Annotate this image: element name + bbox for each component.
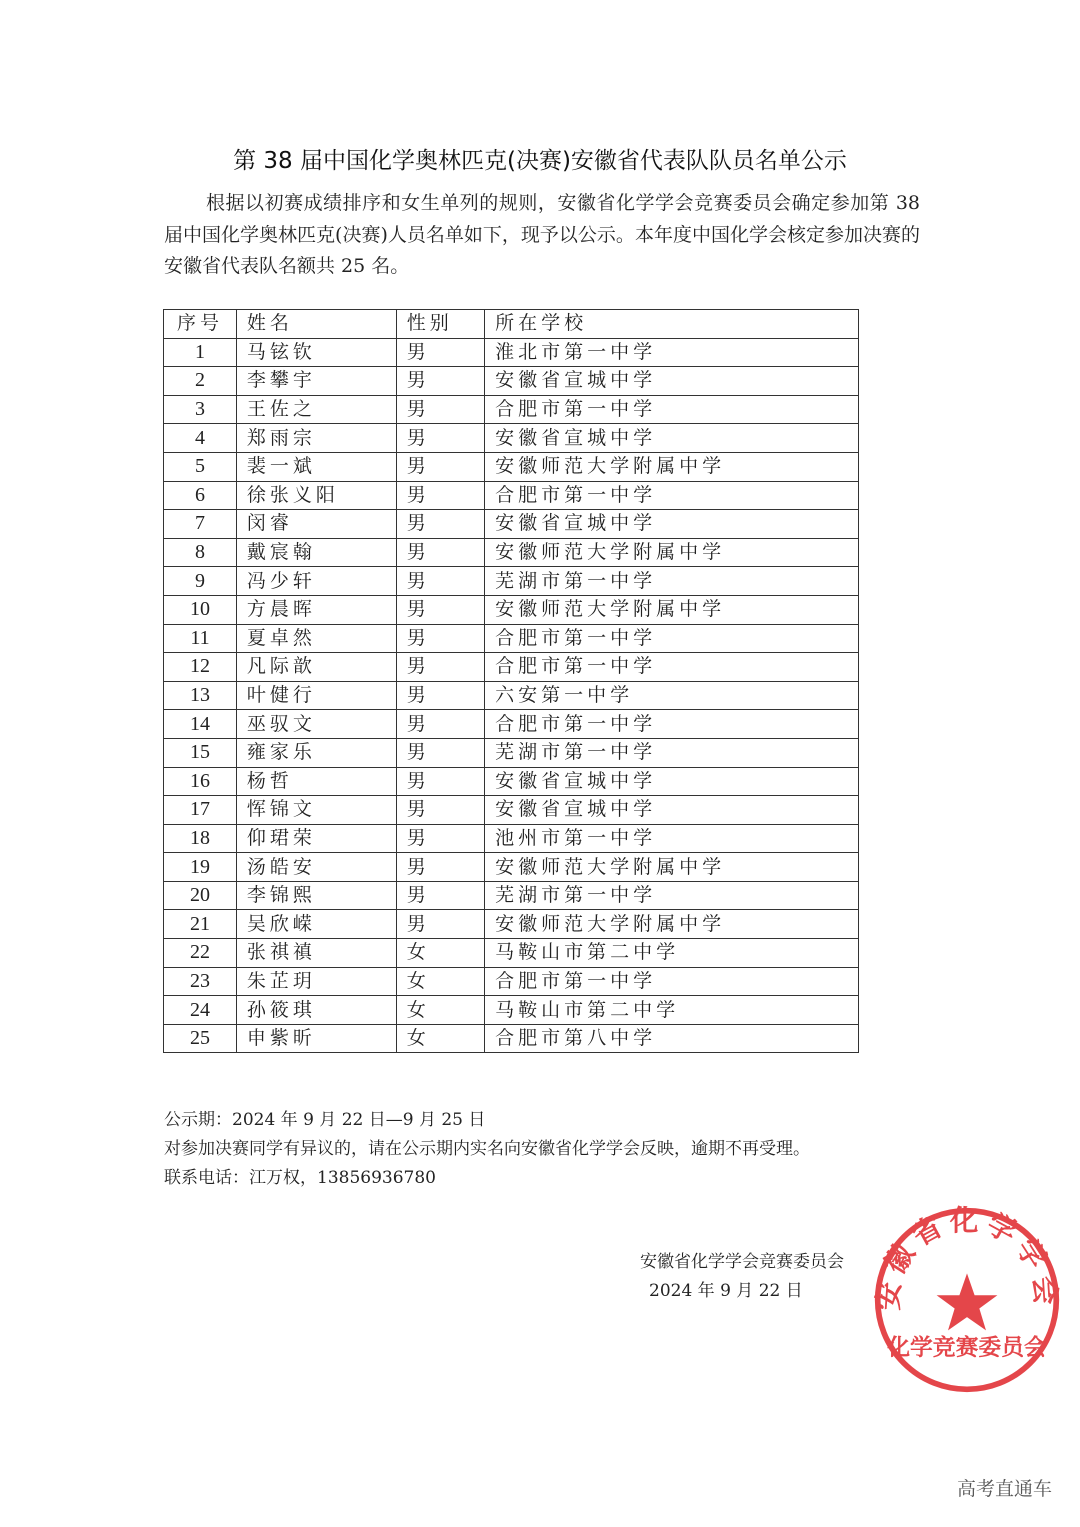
student-name: 戴宸翰	[236, 538, 396, 567]
student-name: 杨哲	[236, 767, 396, 796]
school-name: 芜湖市第一中学	[485, 567, 859, 596]
student-name: 郑雨宗	[236, 424, 396, 453]
gender: 女	[396, 939, 484, 968]
gender: 男	[396, 653, 484, 682]
objection-note: 对参加决赛同学有异议的，请在公示期内实名向安徽省化学学会反映，逾期不再受理。	[164, 1139, 810, 1159]
school-name: 马鞍山市第二中学	[485, 996, 859, 1025]
contact-info: 联系电话：江万权，13856936780	[164, 1168, 436, 1188]
signature-block	[640, 1248, 844, 1306]
student-name: 李攀宇	[236, 367, 396, 396]
table-row	[164, 367, 859, 396]
school-name: 马鞍山市第二中学	[485, 939, 859, 968]
student-name: 汤皓安	[236, 853, 396, 882]
document-title: 第 38 届中国化学奥林匹克(决赛)安徽省代表队队员名单公示	[233, 148, 847, 174]
school-name: 合肥市第一中学	[485, 710, 859, 739]
gender: 男	[396, 538, 484, 567]
school-name: 芜湖市第一中学	[485, 881, 859, 910]
school-name: 淮北市第一中学	[485, 338, 859, 367]
student-name: 凡际歆	[236, 653, 396, 682]
table-row	[164, 452, 859, 481]
stamp-ring-text: 安徽省化学学会	[872, 1205, 1062, 1312]
row-number: 15	[164, 738, 237, 767]
watermark: 高考直通车	[956, 1478, 1052, 1500]
student-name: 吴欣嵘	[236, 910, 396, 939]
student-name: 闵睿	[236, 510, 396, 539]
row-number: 12	[164, 653, 237, 682]
school-name: 合肥市第一中学	[485, 481, 859, 510]
gender: 女	[396, 996, 484, 1025]
row-number: 3	[164, 395, 237, 424]
row-number: 1	[164, 338, 237, 367]
student-name: 叶健行	[236, 681, 396, 710]
roster-table	[163, 309, 859, 1053]
intro-paragraph: 根据以初赛成绩排序和女生单列的规则，安徽省化学学会竞赛委员会确定参加第 38 届中国化学奥林匹克(决赛)人员名单如下，现予以公示。本年度中国化学会核定参加决赛的安徽省代表队名额共 25 名。	[164, 192, 920, 277]
gender: 男	[396, 767, 484, 796]
gender: 男	[396, 738, 484, 767]
gender: 男	[396, 338, 484, 367]
student-name: 申紫昕	[236, 1024, 396, 1053]
row-number: 9	[164, 567, 237, 596]
row-number: 16	[164, 767, 237, 796]
table-row	[164, 910, 859, 939]
star-icon	[937, 1273, 998, 1330]
row-number: 23	[164, 967, 237, 996]
gender: 男	[396, 681, 484, 710]
student-name: 徐张义阳	[236, 481, 396, 510]
school-name: 安徽师范大学附属中学	[485, 853, 859, 882]
student-name: 恽锦文	[236, 796, 396, 825]
stamp-bottom-text: 化学竞赛委员会	[887, 1335, 1047, 1362]
student-name: 王佐之	[236, 395, 396, 424]
table-row	[164, 681, 859, 710]
school-name: 安徽师范大学附属中学	[485, 910, 859, 939]
student-name: 李锦熙	[236, 881, 396, 910]
table-row	[164, 424, 859, 453]
gender: 男	[396, 910, 484, 939]
gender: 男	[396, 510, 484, 539]
table-row	[164, 595, 859, 624]
school-name: 合肥市第一中学	[485, 967, 859, 996]
school-name: 池州市第一中学	[485, 824, 859, 853]
signature-org: 安徽省化学学会竞赛委员会	[640, 1252, 844, 1272]
row-number: 7	[164, 510, 237, 539]
student-name: 雍家乐	[236, 738, 396, 767]
school-name: 合肥市第一中学	[485, 395, 859, 424]
gender: 女	[396, 1024, 484, 1053]
school-name: 六安第一中学	[485, 681, 859, 710]
table-row	[164, 824, 859, 853]
row-number: 2	[164, 367, 237, 396]
student-name: 巫驭文	[236, 710, 396, 739]
row-number: 22	[164, 939, 237, 968]
table-row	[164, 624, 859, 653]
publicity-period: 公示期：2024 年 9 月 22 日—9 月 25 日	[164, 1110, 486, 1130]
table-row	[164, 1024, 859, 1053]
table-row	[164, 338, 859, 367]
school-name: 芜湖市第一中学	[485, 738, 859, 767]
student-name: 仰珺荣	[236, 824, 396, 853]
column-header-gender: 性别	[396, 310, 484, 339]
footer-notes	[164, 1106, 810, 1193]
school-name: 安徽师范大学附属中学	[485, 538, 859, 567]
gender: 男	[396, 595, 484, 624]
school-name: 合肥市第一中学	[485, 624, 859, 653]
gender: 男	[396, 481, 484, 510]
table-header-row	[164, 310, 859, 339]
official-seal-stamp	[872, 1205, 1062, 1395]
table-row	[164, 853, 859, 882]
column-header-row-number: 序号	[164, 310, 237, 339]
row-number: 17	[164, 796, 237, 825]
table-row	[164, 653, 859, 682]
column-header-school-name: 所在学校	[485, 310, 859, 339]
table-row	[164, 481, 859, 510]
row-number: 13	[164, 681, 237, 710]
table-row	[164, 738, 859, 767]
row-number: 4	[164, 424, 237, 453]
row-number: 24	[164, 996, 237, 1025]
student-name: 马铉钦	[236, 338, 396, 367]
school-name: 安徽省宣城中学	[485, 424, 859, 453]
table-row	[164, 796, 859, 825]
gender: 男	[396, 367, 484, 396]
gender: 男	[396, 424, 484, 453]
student-name: 夏卓然	[236, 624, 396, 653]
school-name: 安徽省宣城中学	[485, 510, 859, 539]
gender: 女	[396, 967, 484, 996]
gender: 男	[396, 710, 484, 739]
gender: 男	[396, 824, 484, 853]
row-number: 11	[164, 624, 237, 653]
school-name: 合肥市第一中学	[485, 653, 859, 682]
row-number: 8	[164, 538, 237, 567]
table-row	[164, 538, 859, 567]
table-row	[164, 939, 859, 968]
gender: 男	[396, 881, 484, 910]
row-number: 14	[164, 710, 237, 739]
school-name: 安徽省宣城中学	[485, 767, 859, 796]
table-row	[164, 767, 859, 796]
table-row	[164, 510, 859, 539]
student-name: 张祺禛	[236, 939, 396, 968]
table-row	[164, 710, 859, 739]
gender: 男	[396, 624, 484, 653]
row-number: 6	[164, 481, 237, 510]
student-name: 冯少轩	[236, 567, 396, 596]
column-header-student-name: 姓名	[236, 310, 396, 339]
school-name: 安徽省宣城中学	[485, 367, 859, 396]
gender: 男	[396, 452, 484, 481]
row-number: 19	[164, 853, 237, 882]
gender: 男	[396, 567, 484, 596]
student-name: 朱芷玥	[236, 967, 396, 996]
row-number: 20	[164, 881, 237, 910]
table-row	[164, 996, 859, 1025]
row-number: 25	[164, 1024, 237, 1053]
table-row	[164, 567, 859, 596]
student-name: 裴一斌	[236, 452, 396, 481]
row-number: 10	[164, 595, 237, 624]
signature-date: 2024 年 9 月 22 日	[649, 1281, 803, 1301]
school-name: 合肥市第八中学	[485, 1024, 859, 1053]
gender: 男	[396, 395, 484, 424]
gender: 男	[396, 853, 484, 882]
row-number: 21	[164, 910, 237, 939]
school-name: 安徽师范大学附属中学	[485, 452, 859, 481]
school-name: 安徽师范大学附属中学	[485, 595, 859, 624]
row-number: 18	[164, 824, 237, 853]
student-name: 方晨晖	[236, 595, 396, 624]
student-name: 孙筱琪	[236, 996, 396, 1025]
row-number: 5	[164, 452, 237, 481]
school-name: 安徽省宣城中学	[485, 796, 859, 825]
table-row	[164, 881, 859, 910]
gender: 男	[396, 796, 484, 825]
table-row	[164, 395, 859, 424]
table-row	[164, 967, 859, 996]
